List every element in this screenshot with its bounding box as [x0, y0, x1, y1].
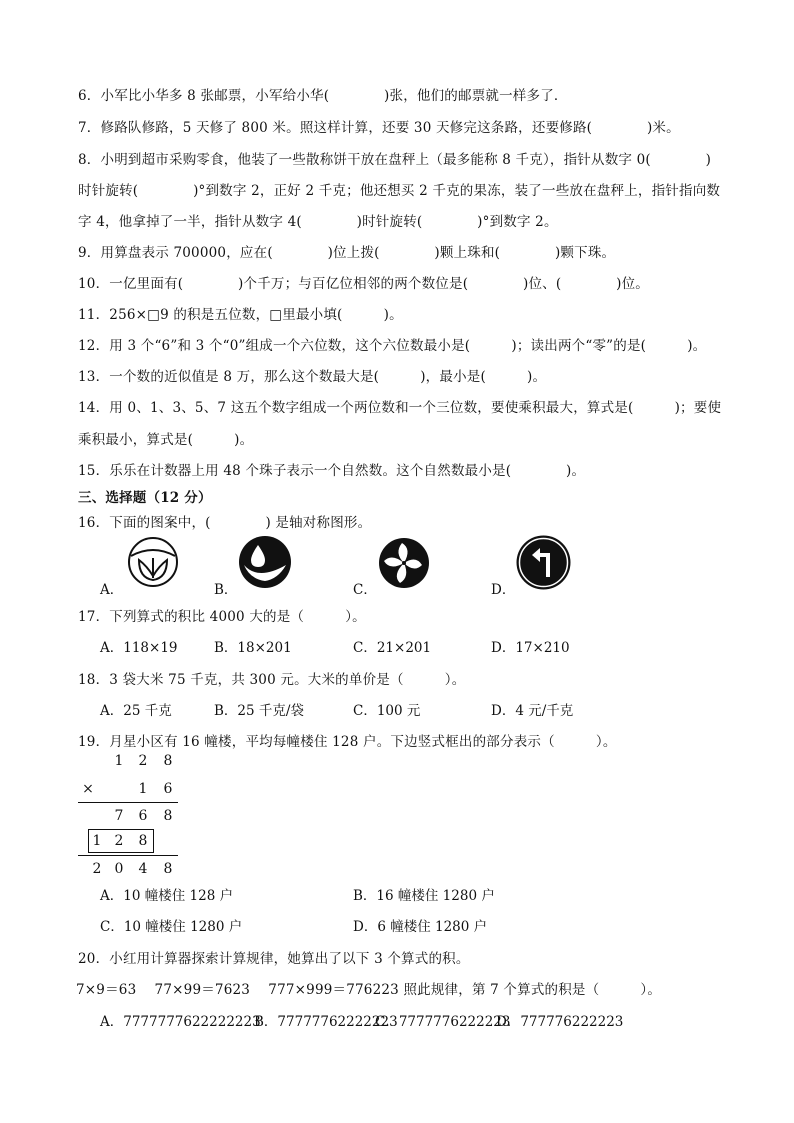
- digit: 8: [138, 833, 148, 849]
- water-drop-circle-icon: [238, 535, 292, 589]
- digit: 4: [138, 861, 148, 877]
- q16-option-b-label: B．: [214, 582, 238, 598]
- q20-option-c: C．7777776222223: [375, 1014, 511, 1030]
- turn-left-sign-icon: [516, 535, 571, 590]
- question-9: 9．用算盘表示 700000，应在( )位上拨( )颗上珠和( )颗下珠。: [78, 245, 616, 261]
- digit: 8: [163, 753, 173, 769]
- digit: 0: [114, 861, 124, 877]
- digit: 6: [138, 808, 148, 824]
- question-12: 12．用 3 个“6”和 3 个“0”组成一个六位数，这个六位数最小是( )；读出两个“零”的是( )。: [78, 338, 707, 354]
- question-7: 7．修路队修路，5 天修了 800 米。照这样计算，还要 30 天修完这条路，还要修路( )米。: [78, 120, 680, 136]
- q19-option-a: A．10 幢楼住 128 户: [100, 888, 234, 904]
- digit: 1: [138, 781, 148, 797]
- digit: 1: [92, 833, 102, 849]
- times-sign: ×: [82, 781, 94, 797]
- question-20-line-2: 7×9＝63 77×99＝7623 777×999＝776223 照此规律，第 7 个算式的积是（ ）。: [76, 982, 662, 998]
- digit: 2: [92, 861, 102, 877]
- q16-option-a-label: A．: [100, 582, 124, 598]
- question-10: 10．一亿里面有( )个千万；与百亿位相邻的两个数位是( )位、( )位。: [78, 276, 649, 292]
- question-11: 11．256×□9 的积是五位数，□里最小填( )。: [78, 307, 403, 323]
- digit: 1: [114, 753, 124, 769]
- q17-option-b: B．18×201: [214, 640, 292, 656]
- q18-option-c: C．100 元: [353, 703, 421, 719]
- q20-option-a: A．7777777622222223: [100, 1014, 261, 1030]
- q19-option-c: C．10 幢楼住 1280 户: [100, 919, 243, 935]
- q19-option-d: D．6 幢楼住 1280 户: [353, 919, 488, 935]
- question-8-line-3: 字 4，他拿掉了一半，指针从数字 4( )时针旋转( )°到数字 2。: [78, 214, 558, 230]
- question-8-line-1: 8．小明到超市采购零食，他装了一些散称饼干放在盘秤上（最多能称 8 千克），指针从数字 0( ): [78, 152, 712, 168]
- digit: 7: [114, 808, 124, 824]
- flower-circle-icon: [378, 537, 430, 589]
- question-17: 17．下列算式的积比 4000 大的是（ ）。: [78, 609, 366, 625]
- question-13: 13．一个数的近似值是 8 万，那么这个数最大是( )，最小是( )。: [78, 369, 547, 385]
- question-20: 20．小红用计算器探索计算规律，她算出了以下 3 个算式的积。: [78, 951, 470, 967]
- q16-option-d-label: D．: [491, 582, 516, 598]
- vertical-multiplication: [78, 752, 188, 882]
- q17-option-c: C．21×201: [353, 640, 432, 656]
- digit: 6: [163, 781, 173, 797]
- question-8-line-2: 时针旋转( )°到数字 2，正好 2 千克；他还想买 2 千克的果冻，装了一些放在盘秤上，指针指向数: [78, 183, 721, 199]
- section-3-heading: 三、选择题（12 分）: [78, 490, 212, 506]
- q16-option-c-label: C．: [353, 582, 377, 598]
- q18-option-a: A．25 千克: [100, 703, 172, 719]
- rule-line: [78, 802, 178, 803]
- q19-option-b: B．16 幢楼住 1280 户: [353, 888, 495, 904]
- q18-option-b: B．25 千克/袋: [214, 703, 304, 719]
- q17-option-a: A．118×19: [100, 640, 178, 656]
- question-18: 18．3 袋大米 75 千克，共 300 元。大米的单价是（ ）。: [78, 672, 466, 688]
- q18-option-d: D．4 元/千克: [491, 703, 574, 719]
- leaf-circle-icon: [127, 536, 179, 588]
- question-19: 19．月星小区有 16 幢楼，平均每幢楼住 128 户。下边竖式框出的部分表示（ ）。: [78, 734, 617, 750]
- question-6: 6．小军比小华多 8 张邮票，小军给小华( )张，他们的邮票就一样多了．: [78, 88, 568, 104]
- digit: 2: [138, 753, 148, 769]
- q17-option-d: D．17×210: [491, 640, 570, 656]
- rule-line: [78, 855, 178, 856]
- digit: 8: [163, 808, 173, 824]
- question-14-line-2: 乘积最小，算式是( )。: [78, 432, 254, 448]
- question-14-line-1: 14．用 0、1、3、5、7 这五个数字组成一个两位数和一个三位数，要使乘积最大，算式是( )；要使: [78, 400, 722, 416]
- digit: 2: [114, 833, 124, 849]
- q20-option-b: B．77777762222223: [254, 1014, 398, 1030]
- digit: 8: [163, 861, 173, 877]
- question-15: 15．乐乐在计数器上用 48 个珠子表示一个自然数。这个自然数最小是( )。: [78, 463, 586, 479]
- question-16: 16．下面的图案中，( ) 是轴对称图形。: [78, 515, 372, 531]
- q20-option-d: D．777776222223: [496, 1014, 624, 1030]
